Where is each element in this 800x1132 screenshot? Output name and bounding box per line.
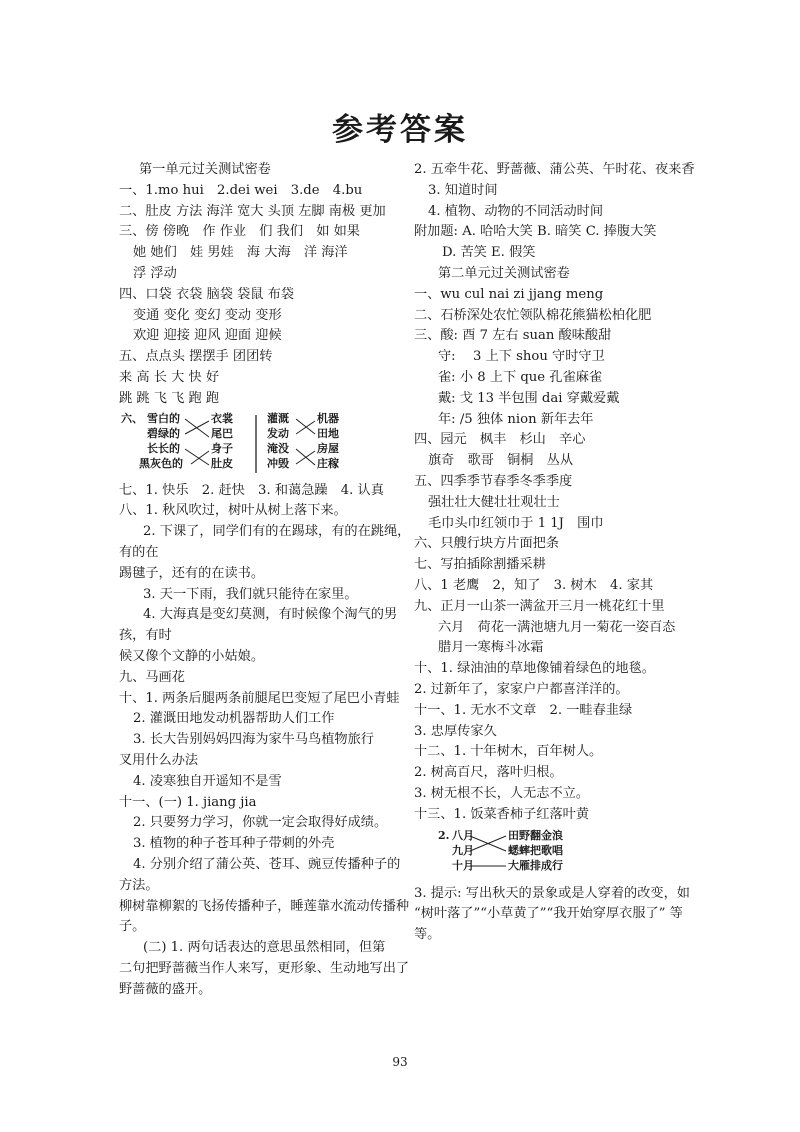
answer-line: 十、1. 绿油油的草地像铺着绿色的地毯。 — [414, 661, 655, 677]
matching-diagram-six — [119, 413, 391, 475]
answer-line: 旗奇 歌哥 铜桐 丛从 — [428, 453, 574, 469]
answer-line: 2. 下课了，同学们有的在踢球，有的在跳绳， — [143, 524, 411, 540]
match-item: 黑灰色的 — [139, 456, 183, 470]
answer-line: 4. 凌寒独自开遥知不是雪 — [133, 773, 282, 789]
answer-line: 一、wu cul nai zi jjang meng — [414, 286, 604, 302]
answer-line: 三、酸: 酉 7 左右 suan 酸味酸甜 — [414, 328, 612, 344]
answer-line: 八、1 老鹰 2，知了 3. 树木 4. 家其 — [414, 577, 654, 593]
answer-line: 3. 天一下雨，我们就只能待在家里。 — [143, 586, 358, 602]
answer-line: 2. 只要努力学习，你就一定会取得好成绩。 — [133, 815, 388, 831]
answer-line: 十、1. 两条后腿两条前腿尾巴变短了尾巴小青蛙 — [119, 690, 400, 706]
answer-line: 戴: 戈 13 半包围 dai 穿戴爱戴 — [438, 390, 620, 406]
answer-line: 她 她们 娃 男娃 海 大海 洋 海洋 — [133, 245, 348, 261]
answer-line: 七、1. 快乐 2. 赶快 3. 和蔼急躁 4. 认真 — [119, 482, 384, 498]
match-item: 碧绿的 — [147, 426, 180, 440]
answer-line: 附加题: A. 哈哈大笑 B. 暗笑 C. 捧腹大笑 — [414, 224, 657, 240]
answer-line: 七、写拍插除割播采耕 — [414, 557, 546, 573]
matching-diagram-thirteen — [414, 830, 689, 876]
answer-line: 九、马画花 — [119, 669, 185, 685]
section-heading-unit-1: 第一单元过关测试密卷 — [139, 162, 271, 177]
page-title: 参考答案 — [332, 112, 468, 148]
match-item: 尾巴 — [211, 426, 233, 440]
answer-line: 3. 树无根不长，人无志不立。 — [414, 785, 590, 801]
answer-line: “树叶落了”“小草黄了”“我开始穿厚衣服了” 等 — [414, 906, 683, 922]
answer-line: 3. 植物的种子苍耳种子带刺的外壳 — [133, 836, 335, 852]
answer-line: 有的在 — [119, 544, 159, 560]
answer-line: 十一、1. 无水不文章 2. 一畦春韭绿 — [414, 702, 633, 718]
answer-line: 腊月一寒梅斗冰霜 — [438, 640, 544, 656]
answer-line: 2. 树高百尺，落叶归根。 — [414, 765, 563, 781]
match-item: 灌溉 — [267, 411, 289, 425]
answer-line: 二、肚皮 方法 海洋 宽大 头顶 左脚 南极 更加 — [119, 203, 386, 219]
match-item: 机器 — [317, 411, 339, 425]
answer-line: 孩，有时 — [119, 628, 172, 644]
answer-line: (二) 1. 两句话表达的意思虽然相同，但第 — [143, 940, 386, 956]
answer-line: 九、正月一山茶一满盆开三月一桃花红十里 — [414, 598, 665, 614]
match-item: 雪白的 — [147, 411, 180, 425]
answer-line: 等。 — [414, 927, 441, 943]
match-item: 田野翻金浪 — [508, 828, 563, 842]
answer-line: 3. 长大告别妈妈四海为家牛马鸟植物旅行 — [133, 732, 374, 748]
answer-line: 守: 3 上下 shou 守时守卫 — [438, 349, 605, 365]
answer-line: 2. 灌溉田地发动机器帮助人们工作 — [133, 711, 335, 727]
answer-line: 欢迎 迎接 迎风 迎面 迎候 — [133, 328, 282, 344]
answer-line: 年: /5 独体 nion 新年去年 — [438, 411, 594, 427]
answer-line: 4. 分别介绍了蒲公英、苍耳、豌豆传播种子的 — [133, 856, 401, 872]
answer-line: 八、1. 秋风吹过，树叶从树上落下来。 — [119, 503, 347, 519]
answer-line: 柳树靠柳絮的飞扬传播种子，睡莲靠水流动传播种 — [119, 898, 410, 914]
answer-line: 强壮壮大健壮壮观壮士 — [428, 494, 560, 510]
match-item: 九月 — [452, 843, 474, 857]
answer-line: 十一、(一) 1. jiang jia — [119, 794, 257, 810]
match-item: 淹没 — [267, 441, 289, 455]
answer-line: 雀: 小 8 上下 que 孔雀麻雀 — [438, 369, 603, 385]
answer-line: 野蔷薇的盛开。 — [119, 981, 212, 997]
section-heading-unit-2: 第二单元过关测试密卷 — [438, 265, 570, 281]
answer-line: 五、四季季节春季冬季季度 — [414, 473, 573, 489]
match-item: 庄稼 — [317, 456, 339, 470]
answer-line: 候又像个文静的小姑娘。 — [119, 648, 265, 664]
match-item: 十月 — [452, 858, 474, 872]
answer-line: 五、点点头 摆摆手 团团转 — [119, 349, 273, 365]
answer-line: 毛巾头巾红领巾于 1 1J 围巾 — [428, 515, 604, 531]
answer-line: 十三、1. 饭菜香柿子红落叶黄 — [414, 806, 590, 822]
answer-line: 子。 — [119, 919, 146, 935]
page-number: 93 — [392, 1055, 408, 1069]
answer-line: D. 苦笑 E. 假笑 — [442, 245, 536, 261]
answer-line: 六、只艘行块方片面把条 — [414, 536, 560, 552]
answer-line: 二、石桥深处农忙领队棉花熊猫松柏化肥 — [414, 307, 652, 323]
answer-line: 四、园元 枫丰 杉山 辛心 — [414, 432, 586, 448]
match-item: 长长的 — [147, 441, 180, 455]
answer-line: 叉用什么办法 — [119, 752, 199, 768]
answer-line: 一、1.mo hui 2.dei wei 3.de 4.bu — [119, 182, 363, 198]
right-column — [414, 160, 695, 946]
answer-line: 3. 知道时间 — [428, 182, 498, 198]
match-item: 发动 — [267, 426, 289, 440]
answer-line: 3. 提示: 写出秋天的景象或是人穿着的改变，如 — [414, 885, 690, 901]
left-column — [119, 160, 411, 1000]
match-item: 肚皮 — [211, 456, 233, 470]
match-item: 蟋蟀把歌唱 — [508, 843, 563, 857]
match-item: 大雁排成行 — [508, 858, 563, 872]
answer-line: 4. 大海真是变幻莫测，有时候像个淘气的男 — [143, 607, 398, 623]
answer-line: 4. 植物、动物的不同活动时间 — [428, 203, 604, 219]
answer-line: 四、口袋 衣袋 脑袋 袋鼠 布袋 — [119, 286, 295, 302]
answer-line: 二句把野蔷薇当作人来写，更形象、生动地写出了 — [119, 960, 410, 976]
answer-line: 六月 荷花一满池塘九月一菊花一姿百态 — [438, 619, 676, 635]
match-item: 衣裳 — [211, 411, 233, 425]
answer-line: 来 高 长 大 快 好 — [119, 369, 220, 385]
answer-line: 2. 过新年了，家家户户都喜洋洋的。 — [414, 681, 629, 697]
answer-line: 踢毽子，还有的在读书。 — [119, 565, 265, 581]
answer-line: 浮 浮动 — [133, 265, 177, 281]
answer-line: 变通 变化 变幻 变动 变形 — [133, 307, 282, 323]
answer-line: 十二、1. 十年树木，百年树人。 — [414, 744, 603, 760]
answer-line: 3. 忠厚传家久 — [414, 723, 497, 739]
match-item: 房屋 — [317, 441, 339, 455]
matching-label: 2. — [438, 828, 450, 842]
answer-line: 2. 五牵牛花、野蔷薇、蒲公英、午时花、夜来香 — [414, 162, 695, 177]
match-item: 身子 — [211, 441, 233, 455]
match-item: 田地 — [317, 426, 339, 440]
matching-label: 六、 — [121, 411, 143, 425]
answer-line: 三、傍 傍晚 作 作业 们 我们 如 如果 — [119, 224, 360, 240]
match-item: 冲毁 — [267, 456, 289, 470]
answer-line: 方法。 — [119, 877, 159, 893]
match-item: 八月 — [452, 828, 474, 842]
answer-line: 跳 跳 飞 飞 跑 跑 — [119, 390, 220, 406]
